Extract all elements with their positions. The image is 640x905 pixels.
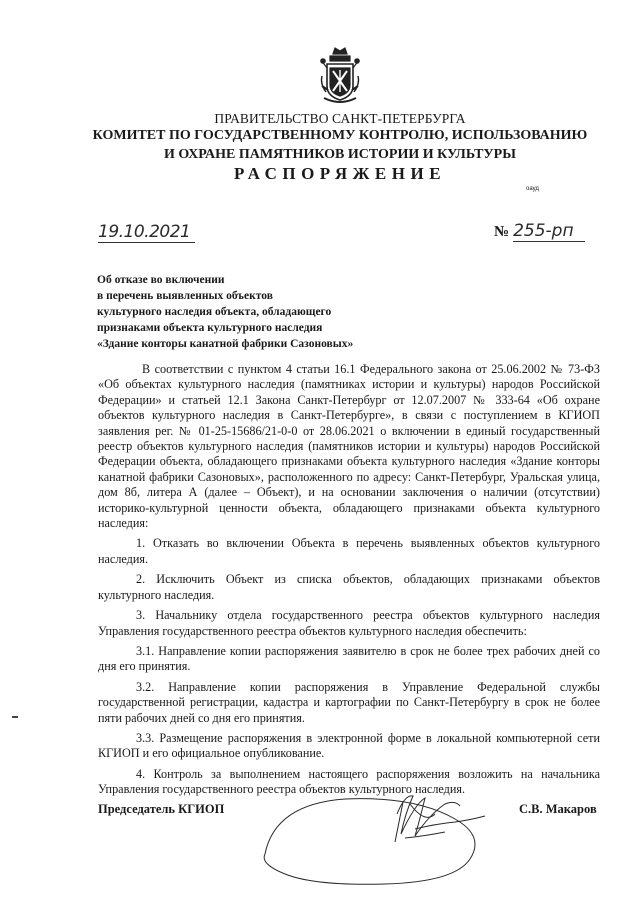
subject-line: культурного наследия объекта, обладающего bbox=[97, 306, 332, 318]
document-body bbox=[98, 362, 600, 798]
handwritten-signature bbox=[255, 774, 505, 894]
subject-line: Об отказе во включении bbox=[97, 274, 225, 286]
paragraph-3-1: 3.1. Направление копии распоряжения заявителю в срок не более трех рабочих дней со дня его принятия. bbox=[98, 643, 600, 674]
subject-block bbox=[97, 272, 417, 352]
signatory-name: С.В. Макаров bbox=[519, 802, 597, 816]
subject-line: признаками объекта культурного наследия bbox=[97, 322, 323, 334]
paragraph-intro: В соответствии с пунктом 4 статьи 16.1 Федерального закона от 25.06.2002 № 73-ФЗ «Об объектах культурного наследия (памятниках истории и культуры) народов Российской Федерации» и статьей 12.1 Закона Санкт-Петербург от 12.07.2007 № 333-64 «Об охране объектов культурного наследия в Санкт-Петербурге», в связи с поступлением в КГИОП заявления рег. № 01-25-15686/21-0-0 от 28.06.2021 о включении в единый государственный реестр объектов культурного наследия (памятников истории и культуры) народов Российской Федерации объекта, обладающего признаками объекта культурного наследия «Здание конторы канатной фабрики Сазоновых», расположенного по адресу: Санкт-Петербург, Уральская улица, дом 8б, литера А (далее – Объект), и на основании заключения о наличии (отсутствии) историко-культурной ценности объекта, обладающего признаками объекта культурного наследия: bbox=[98, 362, 600, 531]
committee-title-line1: КОМИТЕТ ПО ГОСУДАРСТВЕННОМУ КОНТРОЛЮ, ИСПОЛЬЗОВАНИЮ bbox=[92, 128, 588, 143]
paragraph-3-3: 3.3. Размещение распоряжения в электронной форме в локальной компьютерной сети КГИОП и его официальное опубликование. bbox=[98, 730, 600, 761]
paragraph-1: 1. Отказать во включении Объекта в перечень выявленных объектов культурного наследия. bbox=[98, 536, 600, 566]
small-mark: оауд bbox=[526, 186, 539, 192]
paragraph-3-2: 3.2. Направление копии распоряжения в Управление Федеральной службы государственной регистрации, кадастра и картографии по Санкт-Петербургу в срок не более пяти рабочих дней со дня его принятия. bbox=[98, 679, 600, 725]
document-type: РАСПОРЯЖЕНИЕ bbox=[233, 164, 447, 183]
coat-of-arms-icon bbox=[318, 46, 362, 108]
subject-line: «Здание конторы канатной фабрики Сазоновых» bbox=[97, 338, 354, 350]
document-number bbox=[494, 221, 594, 242]
date-value: 19.10.2021 bbox=[98, 222, 191, 242]
paragraph-3: 3. Начальнику отдела государственного реестра объектов культурного наследия Управления государственного реестра объектов культурного наследия обеспечить: bbox=[98, 608, 600, 638]
number-value: 255-рп bbox=[513, 221, 585, 242]
paragraph-2: 2. Исключить Объект из списка объектов, обладающих признаками объектов культурного наследия. bbox=[98, 572, 600, 602]
number-sign: № bbox=[494, 224, 510, 240]
margin-mark bbox=[12, 716, 18, 718]
committee-title-line2: И ОХРАНЕ ПАМЯТНИКОВ ИСТОРИИ И КУЛЬТУРЫ bbox=[164, 147, 516, 162]
paragraph-4: 4. Контроль за выполнением настоящего распоряжения возложить на начальника Управления государственного реестра объектов культурного наследия. bbox=[98, 766, 600, 797]
signatory-position: Председатель КГИОП bbox=[98, 802, 225, 816]
document-date bbox=[98, 222, 195, 243]
subject-line: в перечень выявленных объектов bbox=[97, 290, 273, 302]
government-title: ПРАВИТЕЛЬСТВО САНКТ-ПЕТЕРБУРГА bbox=[214, 111, 466, 126]
